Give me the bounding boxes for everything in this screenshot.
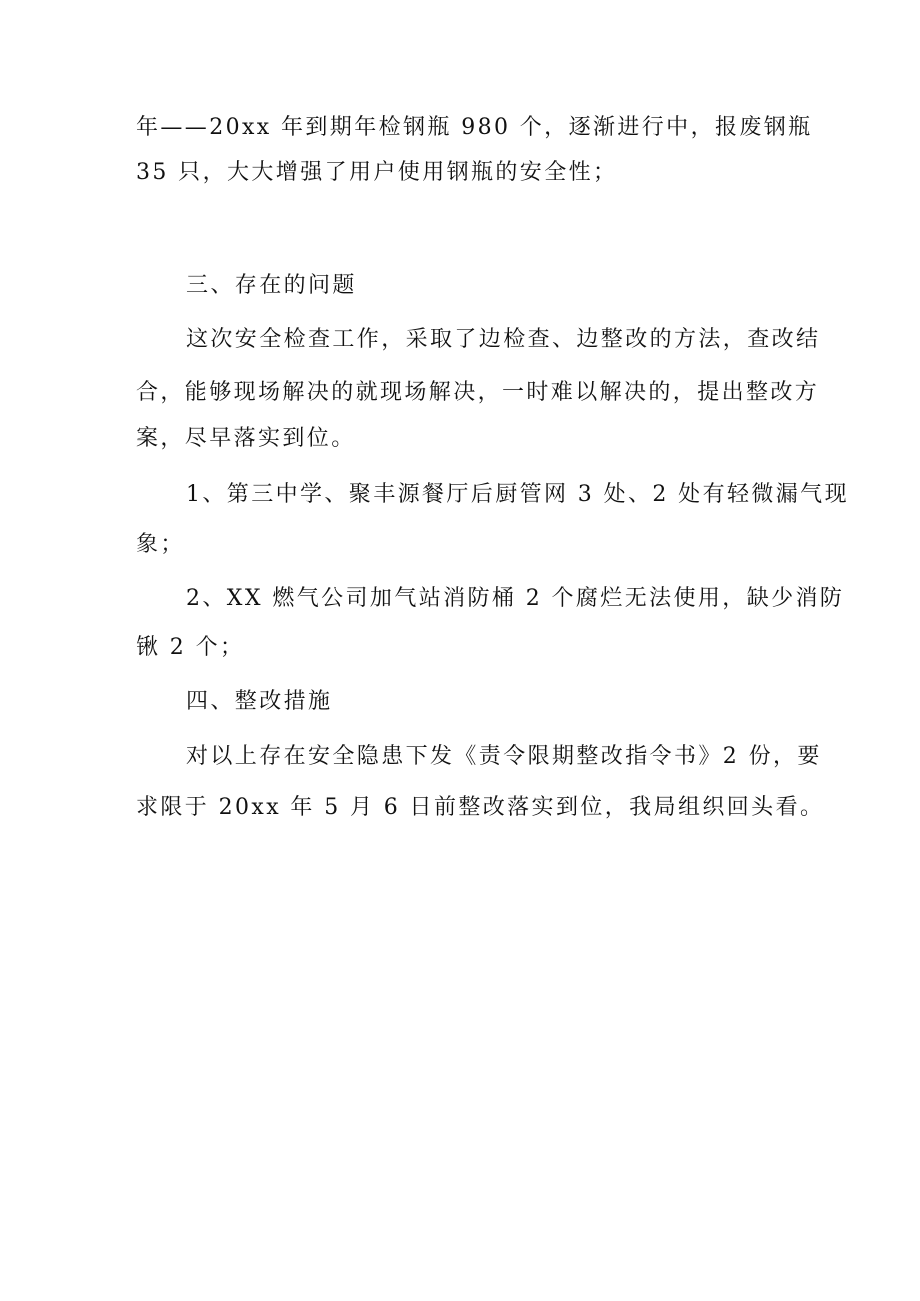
list-item-line: 2、XX 燃气公司加气站消防桶 2 个腐烂无法使用，缺少消防 <box>186 586 845 611</box>
list-item-line: 1、第三中学、聚丰源餐厅后厨管网 3 处、2 处有轻微漏气现 <box>186 482 849 507</box>
paragraph-line: 对以上存在安全隐患下发《责令限期整改指令书》2 份，要 <box>186 744 822 769</box>
paragraph-line: 案，尽早落实到位。 <box>136 426 356 451</box>
section-heading-problems: 三、存在的问题 <box>186 273 357 298</box>
paragraph-line: 年——20xx 年到期年检钢瓶 980 个，逐渐进行中，报废钢瓶 <box>136 115 813 140</box>
paragraph-line: 求限于 20xx 年 5 月 6 日前整改落实到位，我局组织回头看。 <box>136 795 825 820</box>
list-item-line: 象； <box>136 532 185 557</box>
section-heading-measures: 四、整改措施 <box>186 689 333 714</box>
paragraph-line: 这次安全检查工作，采取了边检查、边整改的方法，查改结 <box>186 327 821 352</box>
paragraph-line: 合，能够现场解决的就现场解决，一时难以解决的，提出整改方 <box>136 380 820 405</box>
list-item-line: 锹 2 个； <box>136 635 245 660</box>
paragraph-line: 35 只，大大增强了用户使用钢瓶的安全性； <box>136 160 618 185</box>
